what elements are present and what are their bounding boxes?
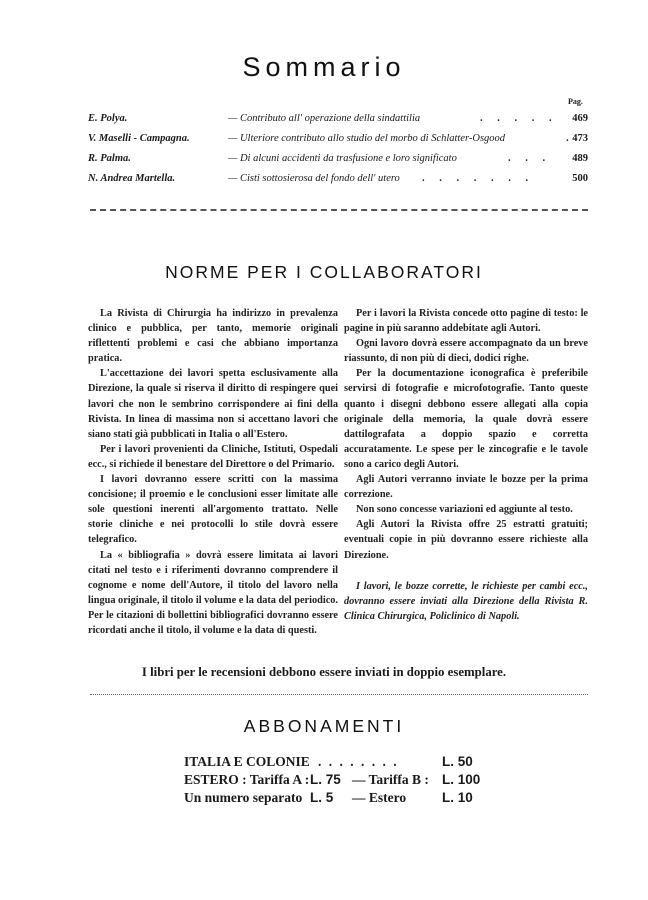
divider-rule [90, 209, 588, 211]
toc-leader-dots: . [566, 133, 575, 144]
subscription-row-italia [184, 754, 490, 772]
toc-entry[interactable] [88, 153, 588, 169]
subscription-label: — Estero [352, 790, 407, 805]
subscription-price: L. 75 [310, 772, 341, 787]
norme-paragraph: Non sono concesse variazioni ed aggiunte al testo. [356, 504, 573, 516]
toc-entry[interactable] [88, 113, 588, 129]
subscription-price: L. 100 [442, 772, 481, 787]
pag-column-label: Pag. [568, 97, 583, 106]
norme-paragraph: L'accettazione dei lavori spetta esclusivamente alla Direzione, la quale si riserva il diritto di respingere quei lavori che non le sembrino corrispondere ai fini della Rivista. In linea di massima non si accettano lavori che siano stati già pubblicati in Italia o all'Estero. [88, 368, 338, 440]
toc-author: R. Palma. [88, 153, 131, 164]
norme-paragraph: Per i lavori provenienti da Cliniche, Istituti, Ospedali ecc., si richiede il benestare del Direttore o del Primario. [88, 443, 338, 470]
subscription-price: L. 5 [310, 790, 334, 805]
norme-paragraph: I lavori dovranno essere scritti con la massima concisione; il proemio e le conclusioni esser limitate alle sole questioni inerenti all'argomento trattato. Nelle storie cliniche e nei protocolli lo stile dovrà essere telegrafico. [88, 474, 338, 546]
toc-title: — Cisti sottosierosa del fondo dell' utero [228, 173, 400, 184]
toc-leader-dots: . . . . . . . [422, 173, 535, 184]
page-title: Sommario [242, 52, 406, 82]
leader-dots: . . . . . . . . [318, 754, 399, 769]
toc-leader-dots: . . . [508, 153, 552, 164]
toc-page-number: 473 [572, 133, 588, 144]
norme-paragraph: Agli Autori verranno inviate le bozze per la prima correzione. [344, 474, 588, 501]
norme-paragraph: Per la documentazione iconografica è preferibile servirsi di fotografie e microfotografie. Tanto queste quanto i disegni debbono essere allegati alla copia originale della memoria, la quale dovrà essere dattilografata a doppio spazio e corretta accuratamente. Le spese per le zincografie e le tavole sono a carico degli Autori. [344, 368, 588, 470]
toc-page-number: 489 [572, 153, 588, 164]
subscription-label: — Tariffa B : [352, 772, 429, 787]
subscription-label: Un numero separato [184, 790, 303, 805]
norme-address-note: I lavori, le bozze corrette, le richieste per cambi ecc., dovranno essere inviati alla Direzione della Rivista R. Clinica Chirurgica, Policlinico di Napoli. [344, 580, 588, 622]
toc-title: — Contributo all' operazione della sindattilia [228, 113, 421, 124]
norme-heading: NORME PER I COLLABORATORI [165, 262, 483, 282]
norme-left-column [88, 306, 338, 638]
subscription-row-estero [184, 772, 490, 790]
books-note: I libri per le recensioni debbono essere inviati in doppio esemplare. [141, 665, 507, 679]
toc-author: N. Andrea Martella. [88, 173, 176, 184]
toc-entry[interactable] [88, 173, 588, 189]
toc-author: E. Polya. [88, 113, 128, 124]
abbonamenti-heading: ABBONAMENTI [243, 716, 405, 736]
subscription-price: L. 50 [442, 754, 473, 769]
norme-paragraph: Per i lavori la Rivista concede otto pagine di testo: le pagine in più saranno addebitate agli Autori. [344, 308, 588, 335]
toc-author: V. Maselli - Campagna. [88, 133, 190, 144]
toc-page-number: 469 [572, 113, 588, 124]
subscription-price: L. 10 [442, 790, 473, 805]
norme-paragraph: La « bibliografia » dovrà essere limitata ai lavori citati nel testo e i riferimenti dovranno comprendere il cognome e nome dell'Autore, il titolo del lavoro nella lingua originale, il titolo il volume e la data del periodico. Per le citazioni di bollettini bibliografici dovranno essere ricordati anche il titolo, il volume e la data di questi. [88, 549, 338, 636]
subscription-label: ITALIA E COLONIE [184, 754, 310, 769]
subscription-row-numero [184, 790, 490, 808]
toc-title: — Di alcuni accidenti da trasfusione e loro significato [228, 153, 457, 164]
toc-page-number: 500 [572, 173, 588, 184]
norme-right-column [344, 306, 588, 624]
norme-paragraph: Ogni lavoro dovrà essere accompagnato da un breve riassunto, di non più di dieci, dodici righe. [344, 338, 588, 365]
subscription-label: ESTERO : Tariffa A : [184, 772, 310, 787]
toc-leader-dots: . . . . . [480, 113, 558, 124]
divider-rule [90, 694, 588, 695]
norme-paragraph: La Rivista di Chirurgia ha indirizzo in prevalenza clinico e pubblica, per tanto, memorie originali riflettenti problemi e casi che abbiano importanza pratica. [88, 308, 338, 365]
toc-entry[interactable] [88, 133, 588, 149]
norme-paragraph: Agli Autori la Rivista offre 25 estratti gratuiti; eventuali copie in più dovranno essere richieste alla Direzione. [344, 519, 588, 561]
toc-title: — Ulteriore contributo allo studio del morbo di Schlatter-Osgood [228, 133, 506, 144]
